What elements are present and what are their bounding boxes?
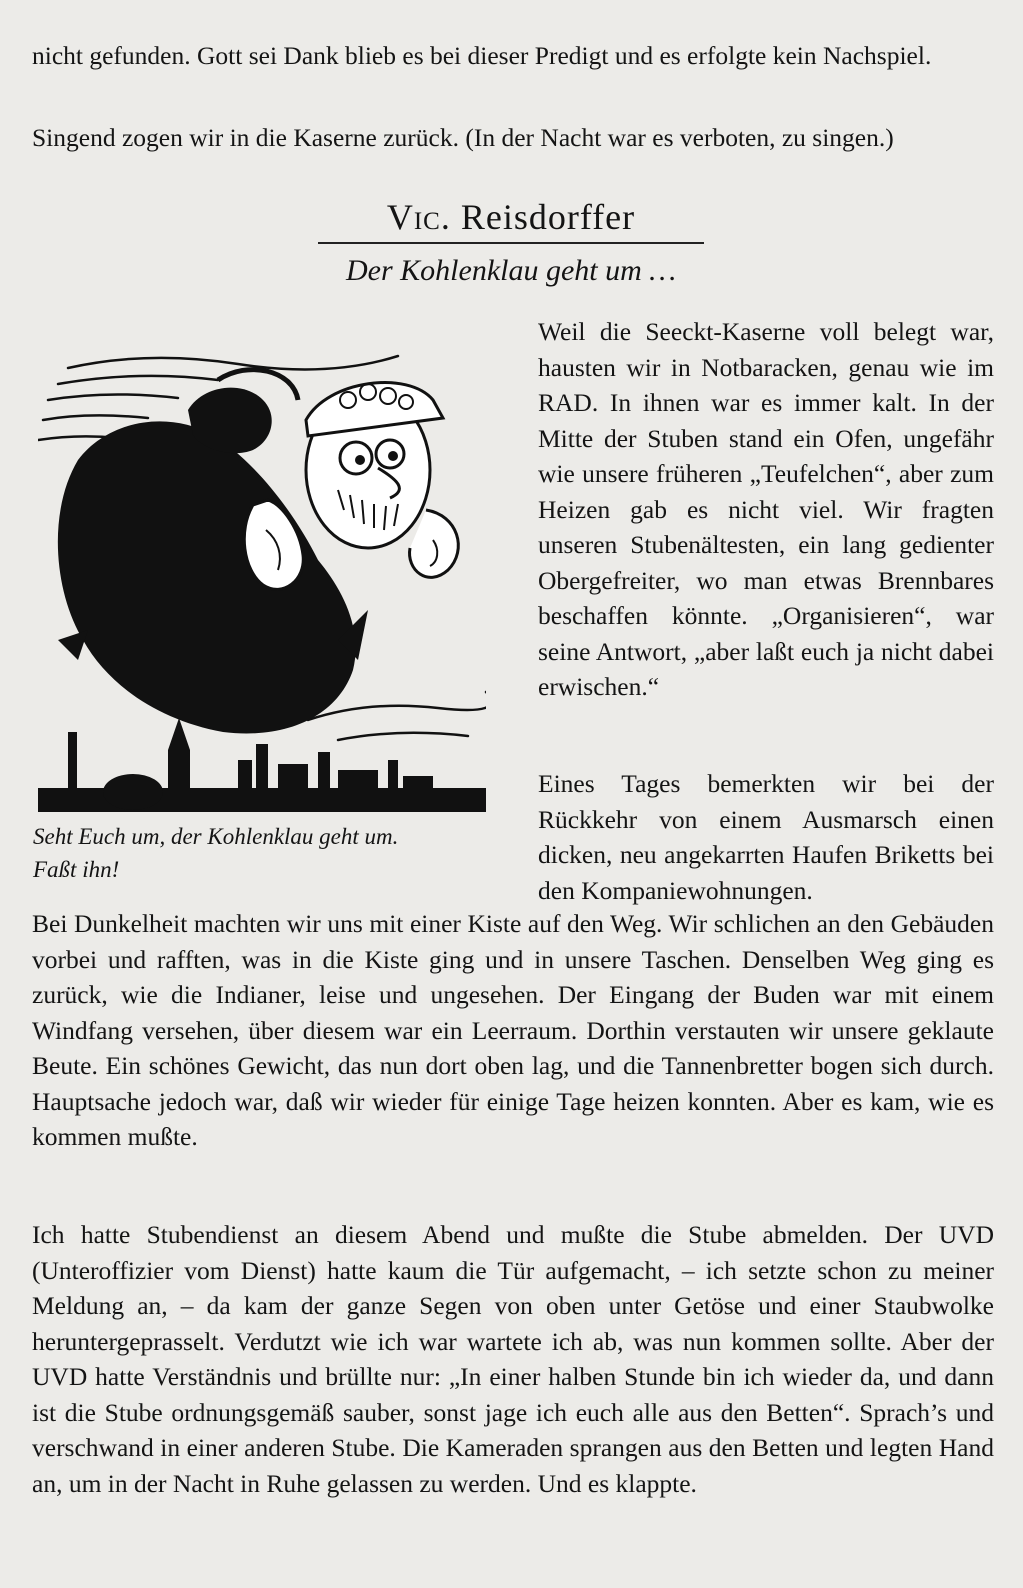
paragraph-6: Ich hatte Stubendienst an diesem Abend und mußte die Stube abmelden. Der UVD (Unteroffizier vom Dienst) hatte kaum die Tür aufgemacht, – ich setzte schon zu meiner Meldung an, – da kam der ganze Segen von oben unter Getöse und einer Staubwolke heruntergeprasselt. Verdutzt wie ich war wartete ich ab, was nun kommen sollte. Aber der UVD hatte Verständnis und brüllte nur: „In einer halben Stunde bin ich wieder da, und dann ist die Stube ordnungsgemäß sauber, sonst jage ich euch alle aus den Betten“. Sprach’s und verschwand in einer anderen Stube. Die Kameraden sprangen aus den Betten und legten Hand an, um in der Nacht in Ruhe gelassen zu werden. Und es klappte. <box>32 1220 994 1498</box>
chapter-author <box>322 196 700 238</box>
paragraph-2: Singend zogen wir in die Kaserne zurück. (In der Nacht war es verboten, zu singen.) <box>32 123 894 152</box>
author-last-name: Reisdorffer <box>460 197 636 237</box>
caption-line-1: Seht Euch um, der Kohlenklau geht um. <box>33 824 399 849</box>
author-underline <box>318 242 704 244</box>
paragraph-3: Weil die Seeckt-Kaserne voll belegt war, hausten wir in Notbaracken, genau wie im RAD. In ihnen war es immer kalt. In der Mitte der Stuben stand ein Ofen, ungefähr wie unsere früheren „Teufelchen“, aber zum Heizen gab es nicht viel. Wir fragten unseren Stubenältesten, ein lang gedienter Obergefreiter, wo man etwas Brennbares beschaffen könnte. „Organisieren“, war seine Antwort, „aber laßt euch ja nicht dabei erwischen.“ <box>538 317 994 701</box>
kohlenklau-cartoon-icon <box>38 340 486 812</box>
paragraph-1: nicht gefunden. Gott sei Dank blieb es bei dieser Predigt und es erfolgte kein Nachspiel. <box>32 41 932 70</box>
chapter-title: Der Kohlenklau geht um … <box>346 254 676 287</box>
paragraph-5: Bei Dunkelheit machten wir uns mit einer Kiste auf den Weg. Wir schlichen an den Gebäuden vorbei und rafften, was in die Kiste ging und in unsere Taschen. Denselben Weg ging es zurück, wie die Indianer, leise und ungesehen. Der Eingang der Buden war mit einem Windfang versehen, über diesem war ein Leerraum. Dorthin verstauten wir unsere geklaute Beute. Ein schönes Gewicht, das nun dort oben lag, und die Tannenbretter bogen sich durch. Hauptsache jedoch war, daß wir wieder für einige Tage heizen konnten. Aber es kam, wie es kommen mußte. <box>32 909 994 1151</box>
illustration-caption <box>33 820 523 886</box>
caption-line-2: Faßt ihn! <box>33 857 120 882</box>
author-first-name: Vic. <box>386 197 451 237</box>
paragraph-4: Eines Tages bemerkten wir bei der Rückkehr von einem Ausmarsch einen dicken, neu angekarrten Haufen Briketts bei den Kompaniewohnungen. <box>538 769 994 905</box>
